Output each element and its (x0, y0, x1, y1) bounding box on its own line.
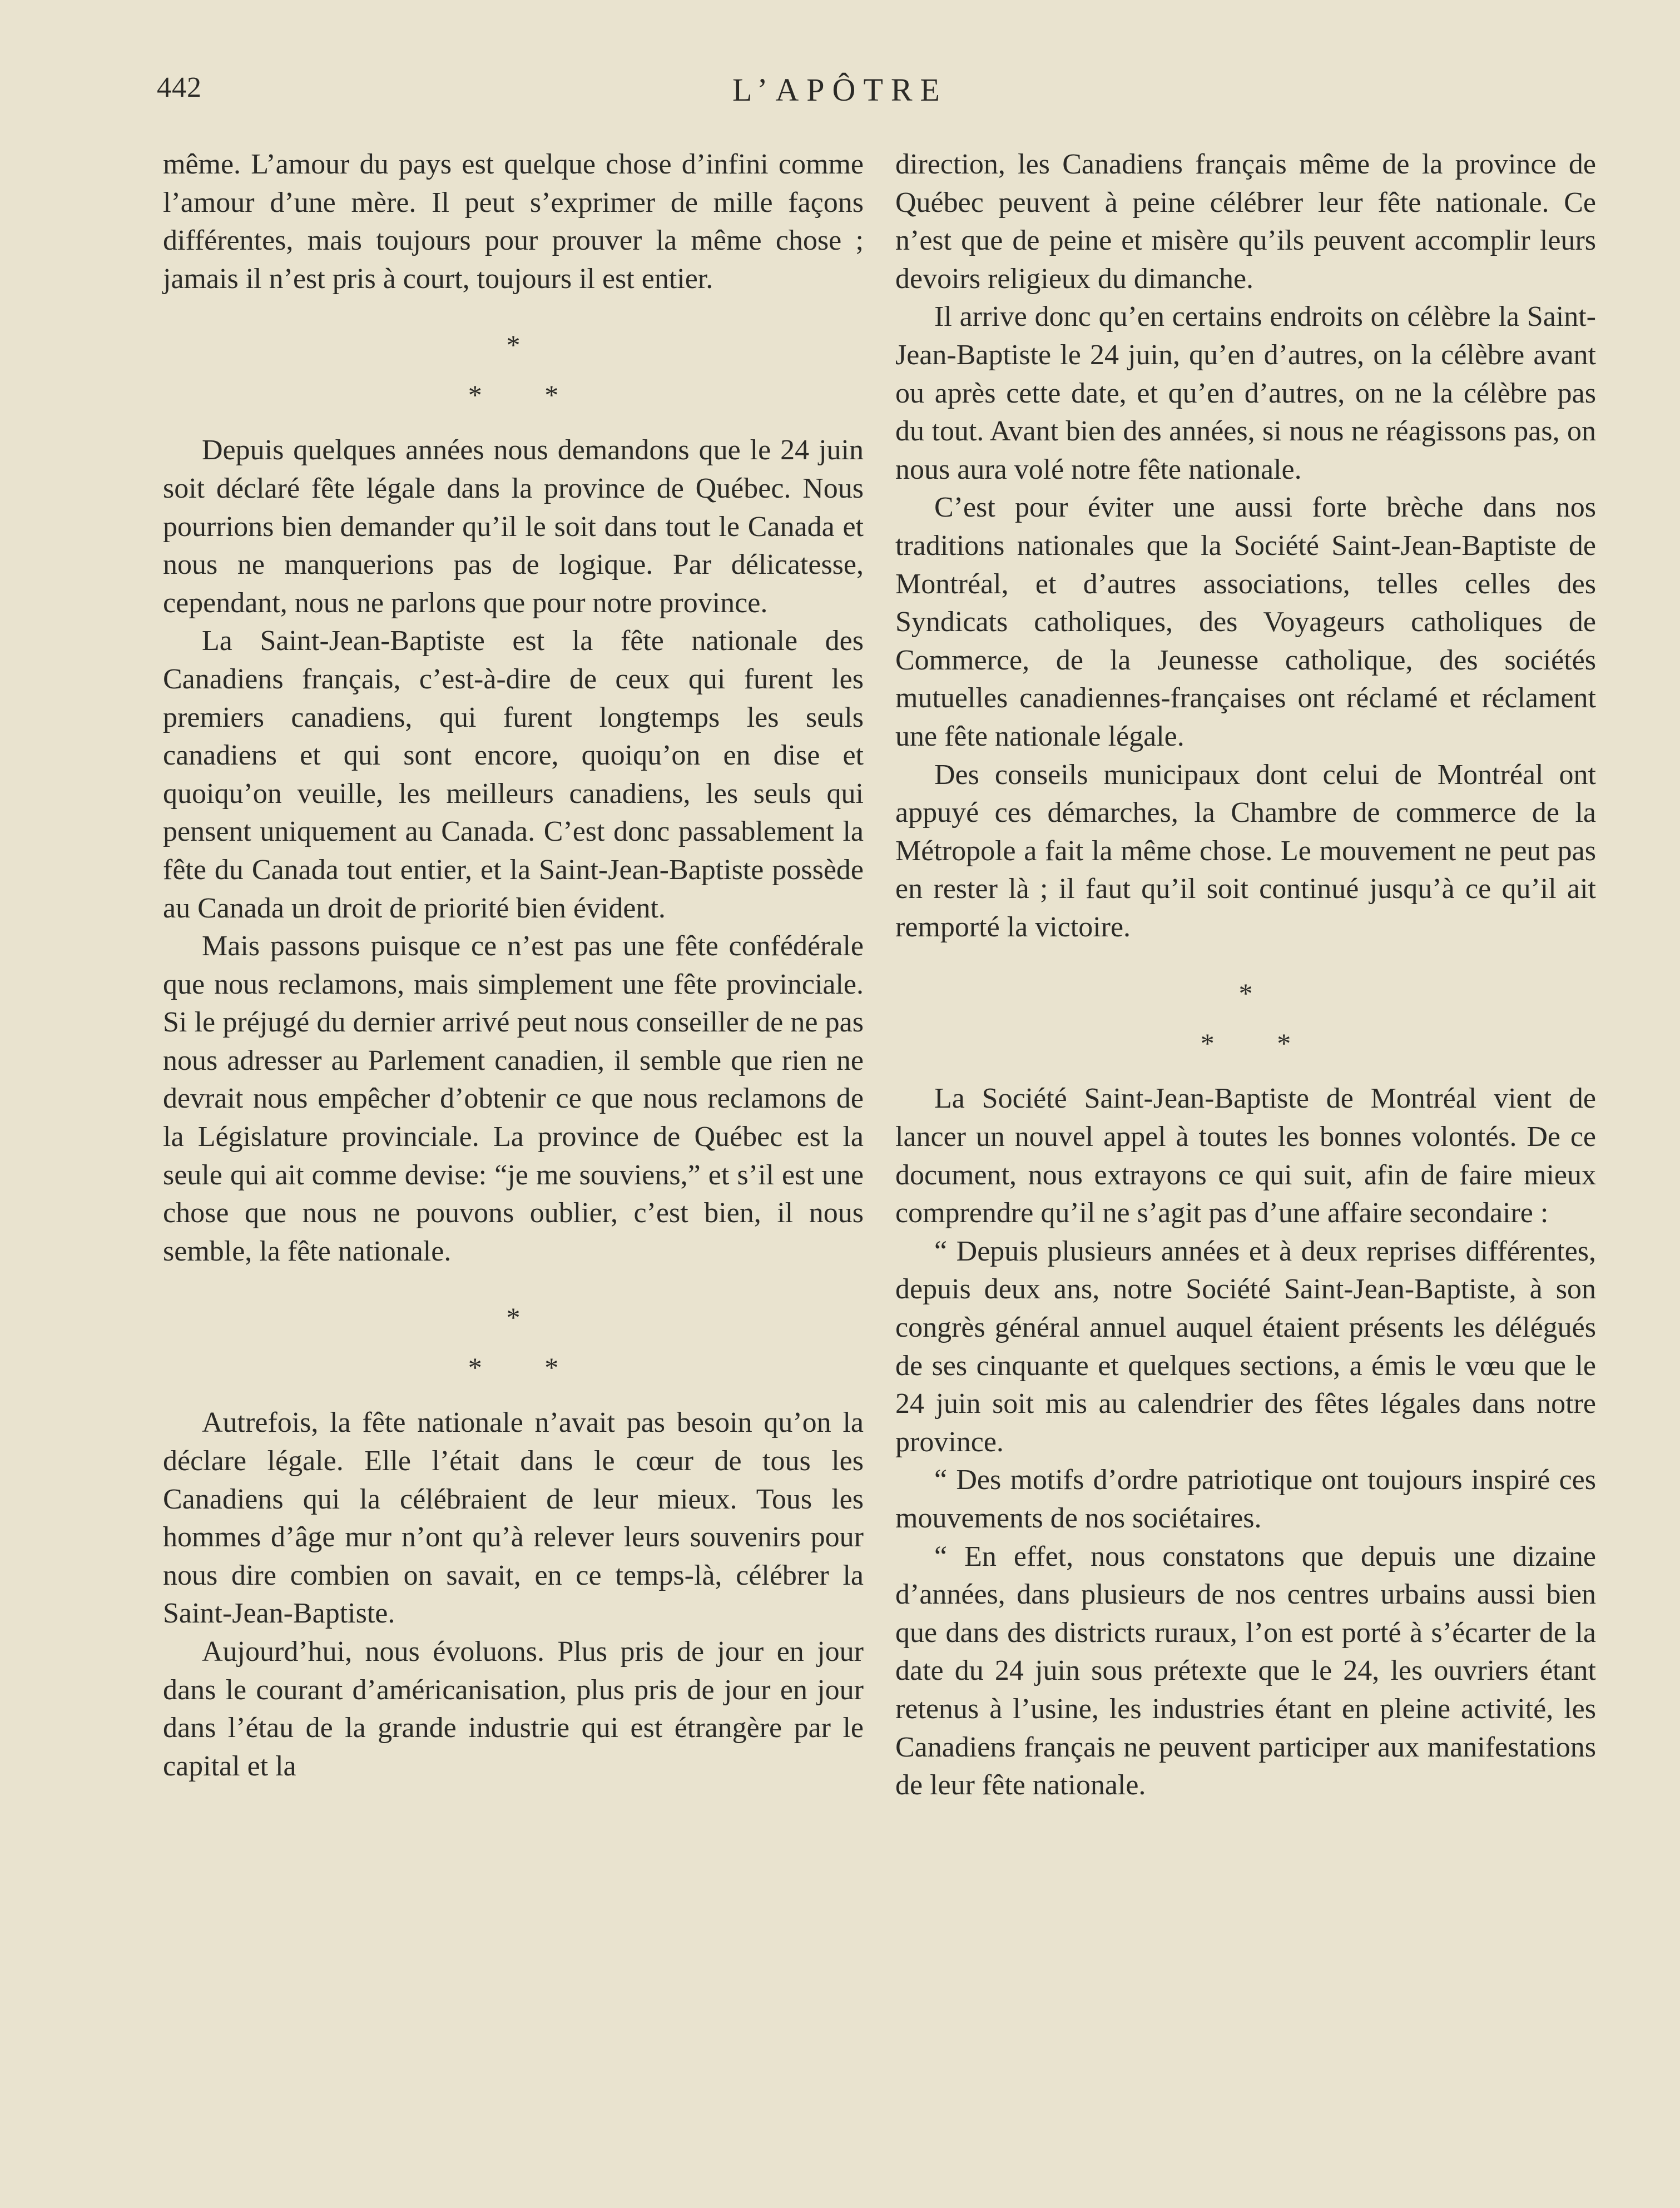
section-separator (163, 1271, 864, 1404)
paragraph: Depuis quelques années nous demandons que le 24 juin soit déclaré fête légale dans la province de Québec. Nous pourrions bien demander qu’il le soit dans tout le Canada et nous ne manquerions pas de logique. Par délicatesse, cependant, nous ne parlons que pour notre province. (163, 434, 864, 619)
separator-stars: * * (468, 1352, 559, 1383)
paragraph: La Saint-Jean-Baptiste est la fête nationale des Canadiens français, c’est-à-dire de ceux qui furent les premiers canadiens, qui furent longtemps les seuls canadiens et qui sont encore, quoiqu’on en dise et quoiqu’on veuille, les meilleurs canadiens, les seuls qui pensent uniquement au Canada. C’est donc passablement la fête du Canada tout entier, et la Saint-Jean-Baptiste possède au Canada un droit de priorité bien évident. (163, 625, 864, 924)
paragraph: Autrefois, la fête nationale n’avait pas besoin qu’on la déclare légale. Elle l’était dans le cœur de tous les Canadiens qui la célébraient de leur mieux. Tous les hommes d’âge mur n’ont qu’à relever leurs souvenirs pour nous dire combien on savait, en ce temps-là, célébrer la Saint-Jean-Baptiste. (163, 1407, 864, 1630)
paragraph: Il arrive donc qu’en certains endroits on célèbre la Saint-Jean-Baptiste le 24 juin, qu’en d’autres, on la célèbre avant ou après cette date, et qu’en d’autres, on ne la célèbre pas du tout. Avant bien des années, si nous ne réagissons pas, on nous aura volé notre fête nationale. (895, 301, 1596, 485)
separator-star: * (506, 329, 521, 361)
separator-stars: * * (468, 379, 559, 411)
paragraph: Aujourd’hui, nous évoluons. Plus pris de jour en jour dans le courant d’américanisation, plus pris de jour en jour dans l’étau de la grande industrie qui est étrangère par le capital et la (163, 1636, 864, 1782)
paragraph: Des conseils municipaux dont celui de Montréal ont appuyé ces démarches, la Chambre de commerce de la Métropole a fait la même chose. Le mouvement ne peut pas en rester là ; il faut qu’il soit continué jusqu’à ce qu’il ait remporté la victoire. (895, 758, 1596, 943)
paragraph: La Société Saint-Jean-Baptiste de Montréal vient de lancer un nouvel appel à toutes les bonnes volontés. De ce document, nous extrayons ce qui suit, afin de faire mieux comprendre qu’il ne s’agit pas d’une affaire secondaire : (895, 1083, 1596, 1229)
separator-star: * (506, 1302, 521, 1333)
separator-stars: * * (1200, 1028, 1291, 1059)
quoted-paragraph: “ En effet, nous constatons que depuis une dizaine d’années, dans plusieurs de nos centres urbains aussi bien que dans des districts ruraux, l’on est porté à s’écarter de la date du 24 juin sous prétexte que le 24, les ouvriers étant retenus à l’usine, les industries étant en pleine activité, les Canadiens français ne peuvent participer aux manifestations de leur fête nationale. (895, 1540, 1596, 1802)
section-separator (163, 298, 864, 431)
right-column (895, 146, 1596, 1805)
quoted-paragraph: “ Depuis plusieurs années et à deux reprises différentes, depuis deux ans, notre Société Saint-Jean-Baptiste, à son congrès général annuel auquel étaient présents les délégués de ses cinquante et quelques sections, a émis le vœu que le 24 juin soit mis au calendrier des fêtes légales dans notre province. (895, 1235, 1596, 1458)
running-title: L’APÔTRE (732, 72, 948, 108)
page-number: 442 (157, 72, 202, 103)
left-column (163, 146, 864, 1785)
section-separator (895, 946, 1596, 1080)
paragraph: Mais passons puisque ce n’est pas une fête confédérale que nous reclamons, mais simplement une fête provinciale. Si le préjugé du dernier arrivé peut nous conseiller de ne pas nous adresser au Parlement canadien, il semble que rien ne devrait nous empêcher d’obtenir ce que nous reclamons de la Législature provinciale. La province de Québec est la seule qui ait comme devise: “je me souviens,” et s’il est une chose que nous ne pouvons oublier, c’est bien, il nous semble, la fête nationale. (163, 930, 864, 1267)
paragraph: C’est pour éviter une aussi forte brèche dans nos traditions nationales que la Société Saint-Jean-Baptiste de Montréal, et d’autres associations, telles celles des Syndicats catholiques, des Voyageurs catholiques de Commerce, de la Jeunesse catholique, des sociétés mutuelles canadiennes-françaises ont réclamé et réclament une fête nationale légale. (895, 492, 1596, 752)
page-header (157, 71, 1523, 116)
paragraph: même. L’amour du pays est quelque chose d’infini comme l’amour d’une mère. Il peut s’exprimer de mille façons différentes, mais toujours pour prouver la même chose ; jamais il n’est pris à court, toujours il est entier. (163, 148, 864, 295)
separator-star: * (1238, 978, 1253, 1009)
quoted-paragraph: “ Des motifs d’ordre patriotique ont toujours inspiré ces mouvements de nos sociétaires. (895, 1464, 1596, 1534)
paragraph: direction, les Canadiens français même de la province de Québec peuvent à peine célébrer leur fête nationale. Ce n’est que de peine et misère qu’ils peuvent accomplir leurs devoirs religieux du dimanche. (895, 148, 1596, 295)
